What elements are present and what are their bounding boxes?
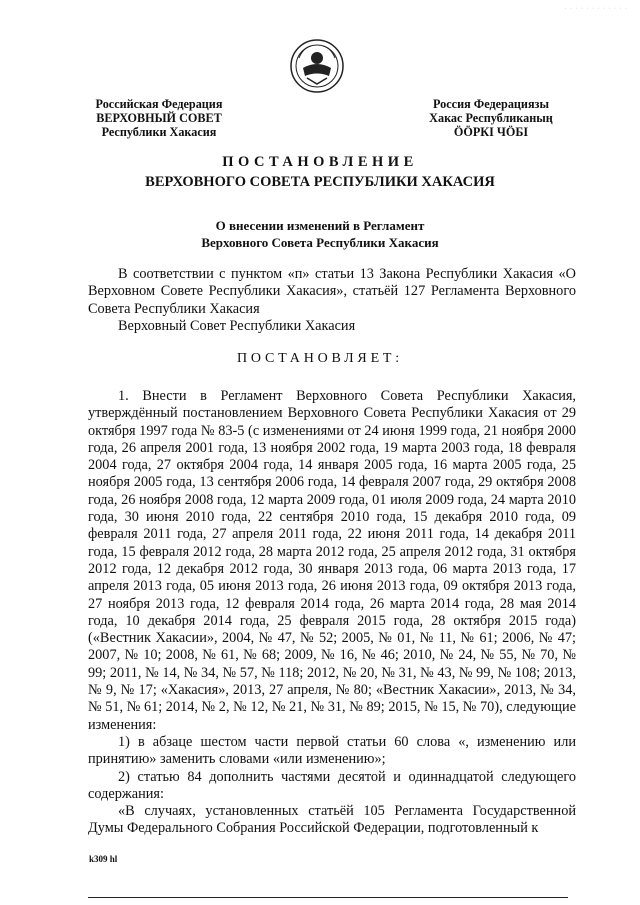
- subject-line-2: Верховного Совета Республики Хакасия: [201, 235, 439, 250]
- header-right-line2: Хакас Республиканың: [429, 111, 553, 125]
- footer-code: k309 hl: [89, 854, 118, 864]
- preamble: [88, 266, 576, 335]
- item-1-subitem-2: 2) статью 84 дополнить частями десятой и одиннадцатой следующего содержания:: [88, 768, 576, 802]
- subject-line-1: О внесении изменений в Регламент: [215, 218, 425, 233]
- preamble-paragraph: В соответствии с пунктом «п» статьи 13 Закона Республики Хакасия «О Верховном Совете Республики Хакасия», статьёй 127 Регламента Верховного Совета Республики Хакасия: [88, 266, 576, 317]
- header-left-line1: Российская Федерация: [95, 97, 223, 111]
- resolves-heading: ПОСТАНОВЛЯЕТ:: [237, 351, 403, 366]
- header-left-line3: Республики Хакасия: [101, 125, 217, 139]
- issuer-title: ВЕРХОВНОГО СОВЕТА РЕСПУБЛИКИ ХАКАСИЯ: [145, 174, 495, 190]
- scan-dots: · · · · · · · · · · · ·: [564, 6, 628, 12]
- main-body: [88, 388, 576, 838]
- header-right: [421, 97, 561, 139]
- item-1-paragraph: 1. Внести в Регламент Верховного Совета Республики Хакасия, утверждённый постановлением Верховного Совета Республики Хакасия от 29 октября 1997 года № 83-5 (с изменениями от 24 июня 1999 года, 21 ноября 2000 года, 26 апреля 2001 года, 13 ноября 2002 года, 19 марта 2003 года, 18 февраля 2004 года, 27 октября 2004 года, 14 января 2005 года, 16 марта 2005 года, 25 ноября 2005 года, 13 сентября 2006 года, 14 февраля 2007 года, 29 октября 2008 года, 26 ноября 2008 года, 12 марта 2009 года, 01 июля 2009 года, 24 марта 2010 года, 30 июня 2010 года, 22 сентября 2010 года, 15 декабря 2010 года, 09 февраля 2011 года, 27 апреля 2011 года, 22 июня 2011 года, 14 декабря 2011 года, 15 февраля 2012 года, 28 марта 2012 года, 25 апреля 2012 года, 31 октября 2012 года, 12 декабря 2012 года, 30 января 2013 года, 06 марта 2013 года, 17 апреля 2013 года, 05 июня 2013 года, 26 июня 2013 года, 09 октября 2013 года, 27 ноября 2013 года, 12 февраля 2014 года, 26 марта 2014 года, 28 мая 2014 года, 10 декабря 2014 года, 25 февраля 2015 года, 28 октября 2015 года) («Вестник Хакасии», 2004, № 47, № 52; 2005, № 01, № 11, № 61; 2006, № 47; 2007, № 10; 2008, № 61, № 68; 2009, № 16, № 46; 2010, № 24, № 55, № 70, № 99; 2011, № 14, № 34, № 57, № 118; 2012, № 20, № 31, № 43, № 99, № 108; 2013, № 9, № 17; «Хакасия», 2013, 27 апреля, № 80; «Вестник Хакасии», 2013, № 34, № 51, № 61; 2014, № 2, № 12, № 21, № 31, № 89; 2015, № 15, № 70), следующие изменения:: [88, 388, 576, 733]
- preamble-council: Верховный Совет Республики Хакасия: [118, 317, 356, 334]
- header-left: [89, 97, 229, 139]
- header-right-line1: Россия Федерациязы: [433, 97, 549, 111]
- header-left-line2: ВЕРХОВНЫЙ СОВЕТ: [96, 111, 222, 125]
- coat-of-arms-emblem-icon: [289, 38, 345, 94]
- bottom-divider: [88, 897, 568, 898]
- header-right-line3: ÖÖРКІ ЧÖБІ: [453, 125, 529, 139]
- document-type-title: ПОСТАНОВЛЕНИЕ: [222, 154, 418, 170]
- item-1-subitem-1: 1) в абзаце шестом части первой статьи 60 слова «, изменению или принятию» заменить словами «или изменению»;: [88, 733, 576, 768]
- quoted-text: «В случаях, установленных статьёй 105 Регламента Государственной Думы Федерального Собрания Российской Федерации, подготовленный к: [88, 803, 576, 837]
